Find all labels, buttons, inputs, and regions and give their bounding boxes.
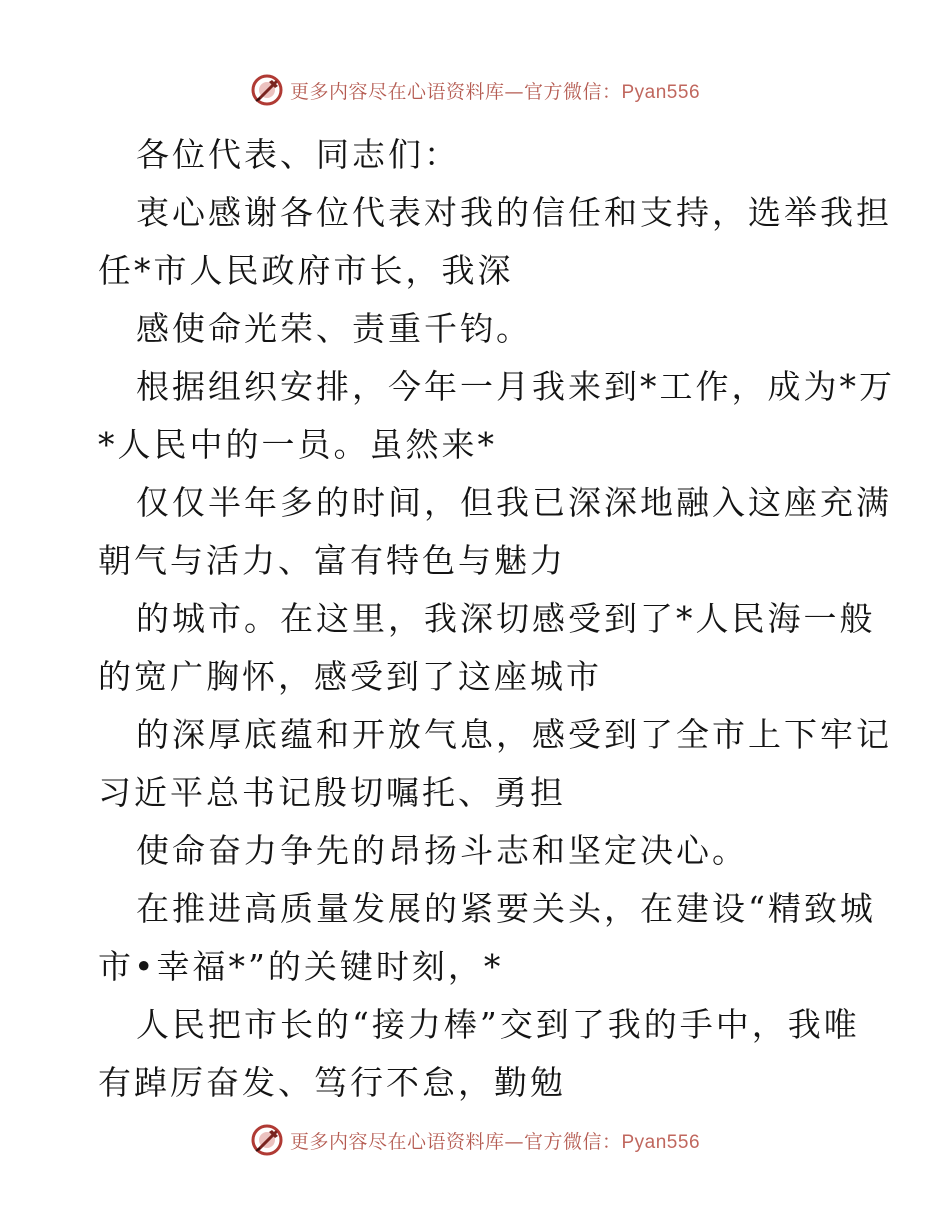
document-line: 各位代表、同志们： (136, 135, 460, 174)
watermark-site-text: 更多内容尽在心语资料库 (289, 80, 505, 103)
document-line: *人民中的一员。虽然来* (98, 425, 497, 464)
pen-seal-logo-icon (250, 73, 284, 107)
document-line: 衷心感谢各位代表对我的信任和支持，选举我担 (136, 193, 892, 232)
header-watermark-inner (250, 73, 700, 107)
footer-watermark-text (290, 1127, 700, 1154)
watermark-separator: — (504, 1130, 524, 1153)
pen-seal-logo-icon (250, 1123, 284, 1157)
footer-watermark-inner (250, 1123, 700, 1157)
document-body (98, 126, 895, 1112)
watermark-separator: — (504, 80, 524, 103)
document-line: 有踔厉奋发、笃行不怠，勤勉 (98, 1063, 566, 1102)
watermark-wechat-label: 官方微信： (523, 1130, 622, 1153)
header-watermark (0, 70, 950, 110)
document-line: 市•幸福*”的关键时刻，* (98, 947, 504, 986)
document-line: 的城市。在这里，我深切感受到了*人民海一般 (136, 599, 876, 638)
document-line: 人民把市长的“接力棒”交到了我的手中，我唯 (136, 1005, 860, 1044)
document-line: 的宽广胸怀，感受到了这座城市 (98, 657, 602, 696)
watermark-site-text: 更多内容尽在心语资料库 (289, 1130, 505, 1153)
document-line: 感使命光荣、责重千钧。 (136, 309, 532, 348)
watermark-wechat-label: 官方微信： (523, 80, 622, 103)
document-line: 使命奋力争先的昂扬斗志和坚定决心。 (136, 831, 748, 870)
watermark-wechat-id: Pyan556 (621, 1131, 701, 1153)
watermark-wechat-id: Pyan556 (621, 81, 701, 103)
document-line: 在推进高质量发展的紧要关头，在建设“精致城 (136, 889, 876, 928)
document-line: 仅仅半年多的时间，但我已深深地融入这座充满 (136, 483, 892, 522)
header-watermark-text (290, 77, 700, 104)
document-line: 任*市人民政府市长，我深 (98, 251, 514, 290)
document-line: 习近平总书记殷切嘱托、勇担 (98, 773, 566, 812)
document-line: 根据组织安排，今年一月我来到*工作，成为*万 (136, 367, 895, 406)
document-line: 朝气与活力、富有特色与魅力 (98, 541, 566, 580)
footer-watermark (0, 1120, 950, 1160)
document-line: 的深厚底蕴和开放气息，感受到了全市上下牢记 (136, 715, 892, 754)
